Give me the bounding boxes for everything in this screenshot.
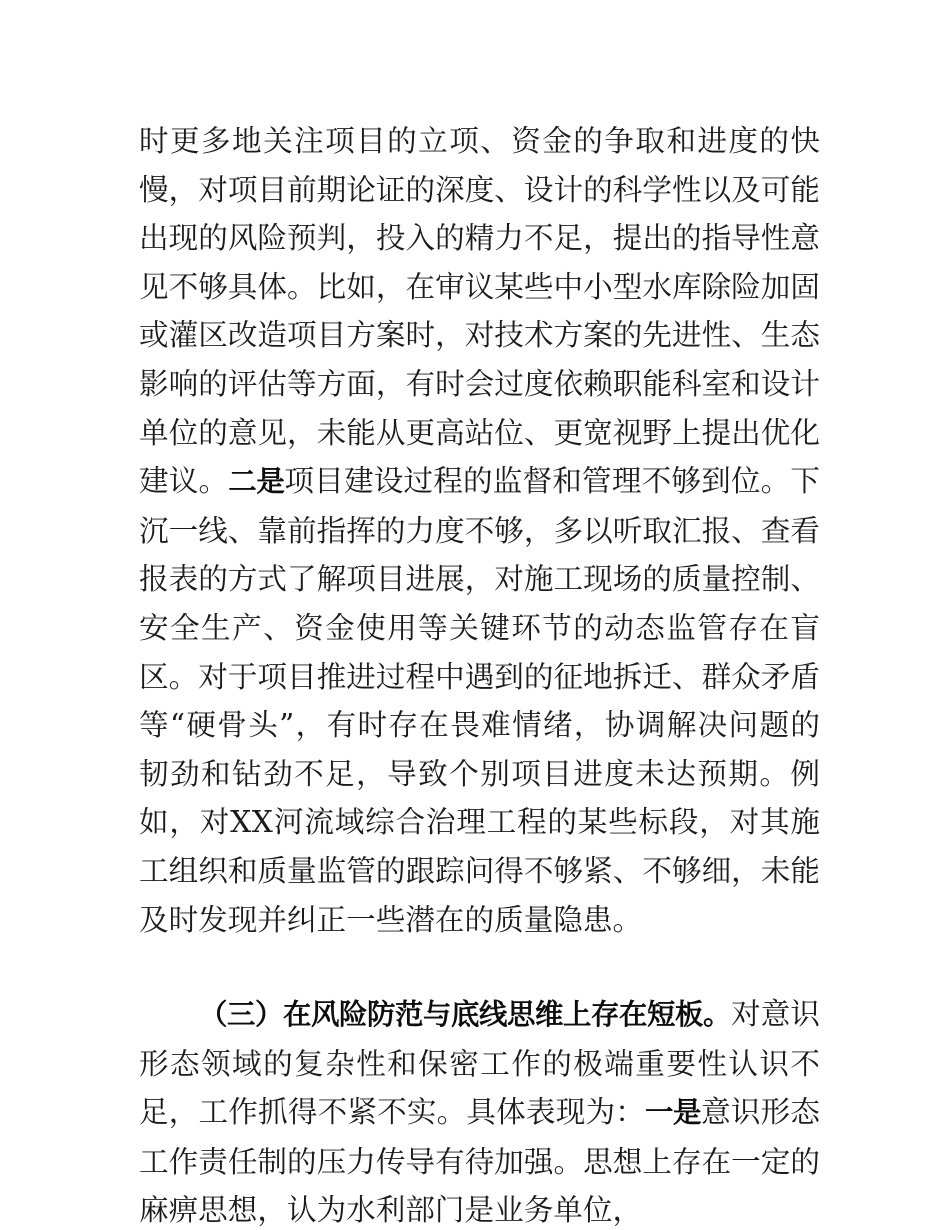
emphasis-run: 一是	[644, 1096, 702, 1130]
paragraph-section-three	[139, 990, 820, 1230]
text-run: 项目建设过程的监督和管理不够到位。下沉一线、靠前指挥的力度不够，多以听取汇报、查看报表的方式了解项目进展，对施工现场的质量控制、安全生产、资金使用等关键环节的动态监管存在盲区。对于项目推进过程中遇到的征地拆迁、群众矛盾等“硬骨头”，有时存在畏难情绪，协调解决问题的韧劲和钻劲不足，导致个别项目进度未达预期。例如，对	[139, 464, 820, 840]
document-text-column	[139, 117, 820, 1230]
paragraph-continuation	[139, 117, 820, 944]
latin-run: XX	[230, 805, 274, 840]
text-run: 意识形态工作责任制的压力传导有待加强。思想上存在一定的麻痹思想，认为水利部门是业务单位，	[139, 1095, 820, 1228]
text-run: 对意识形态领域的复杂性和保密工作的极端重要性认识不足，工作抓得不紧不实。具体表现为：	[139, 997, 820, 1130]
emphasis-run: 二是	[228, 465, 285, 499]
emphasis-run: （三）在风险防范与底线思维上存在短板。	[199, 998, 731, 1032]
text-run: 时更多地关注项目的立项、资金的争取和进度的快慢，对项目前期论证的深度、设计的科学性以及可能出现的风险预判，投入的精力不足，提出的指导性意见不够具体。比如，在审议某些中小型水库除险加固或灌区改造项目方案时，对技术方案的先进性、生态影响的评估等方面，有时会过度依赖职能科室和设计单位的意见，未能从更高站位、更宽视野上提出优化建议。	[139, 124, 820, 499]
text-run: 河流域综合治理工程的某些标段，对其施工组织和质量监管的跟踪问得不够紧、不够细，未能及时发现并纠正一些潜在的质量隐患。	[139, 805, 821, 937]
